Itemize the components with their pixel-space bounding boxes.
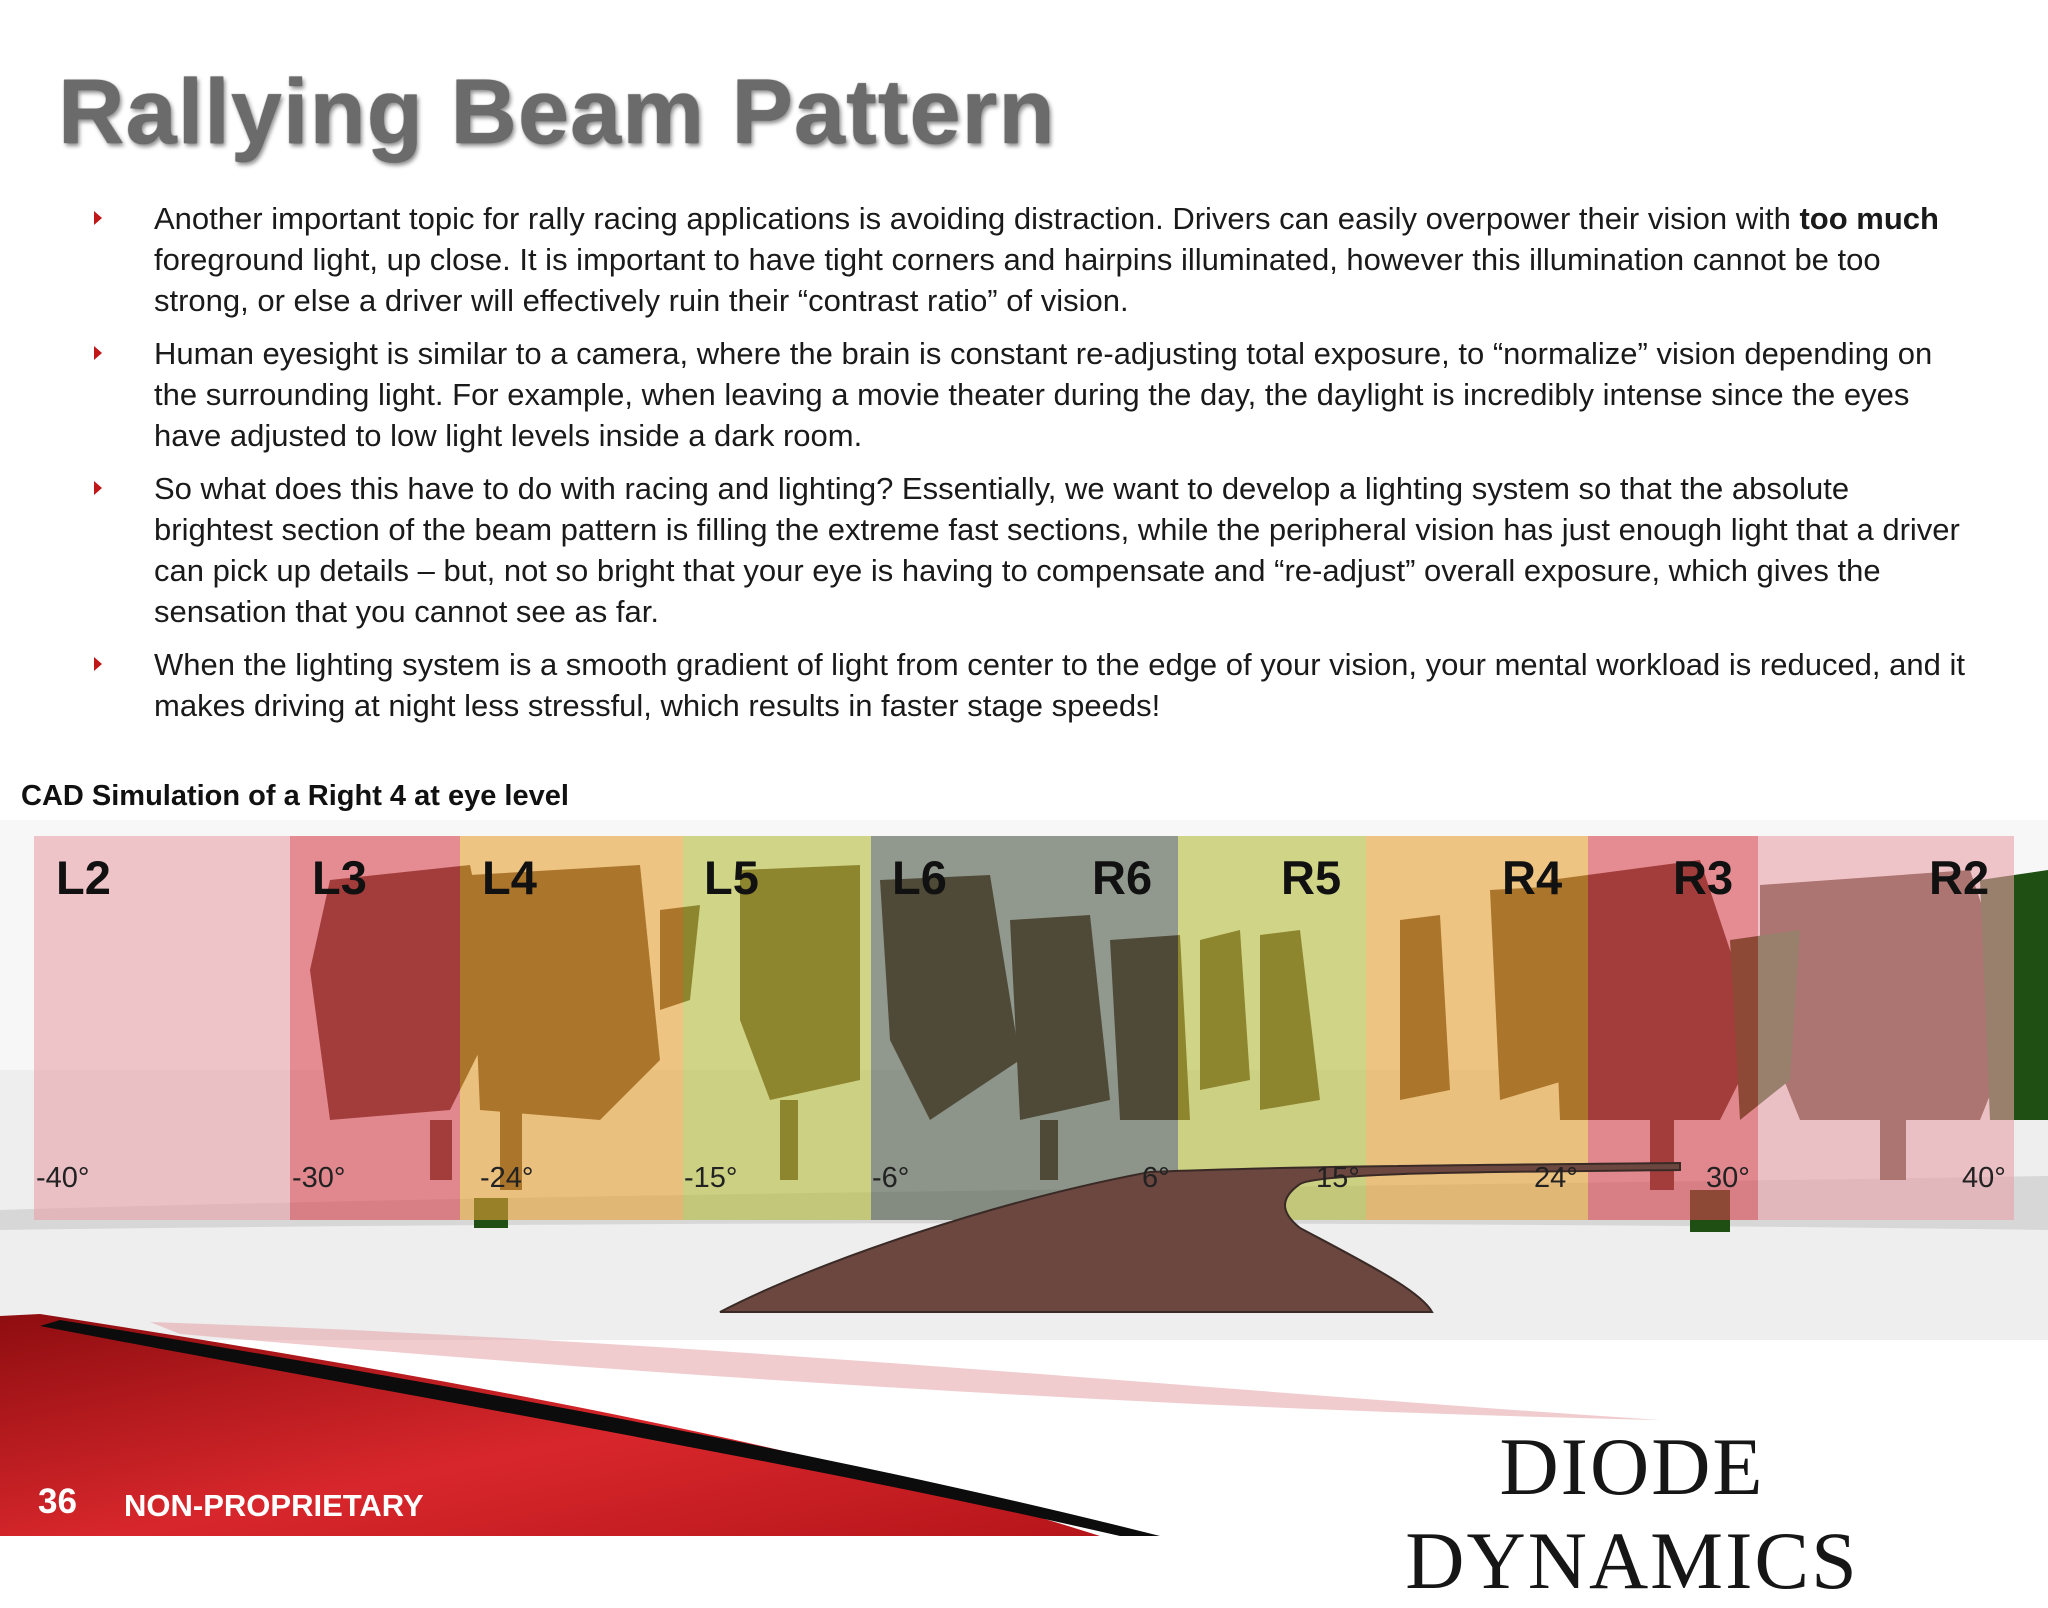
triangle-right-icon <box>94 346 102 360</box>
slide-title: Rallying Beam Pattern <box>58 61 1056 163</box>
page-number: 36 <box>38 1482 77 1521</box>
degree-label: 24° <box>1534 1162 1578 1194</box>
degree-label: -15° <box>684 1162 738 1194</box>
zone-label-l5: L5 <box>704 851 759 904</box>
bullet-item <box>94 468 1974 632</box>
degree-label: -40° <box>36 1162 90 1194</box>
triangle-right-icon <box>94 211 102 225</box>
degree-label: 6° <box>1142 1162 1170 1194</box>
degree-label: -6° <box>872 1162 910 1194</box>
footer-note: NON-PROPRIETARY <box>124 1488 424 1523</box>
triangle-right-icon <box>94 481 102 495</box>
zone-label-l3: L3 <box>312 851 367 904</box>
zone-label-r5: R5 <box>1281 851 1342 904</box>
bullet-text: So what does this have to do with racing and lighting? Essentially, we want to develop a lighting system so that the absolute brightest section of the beam pattern is filling the extreme fast sections, while the peripheral vision has just enough light that a driver can pick up details – but, not so bright that your eye is having to compensate and “re-adjust” overall exposure, which gives the sensation that you cannot see as far. <box>154 471 1960 629</box>
degree-label: 30° <box>1706 1162 1750 1194</box>
bullet-emphasis: too much <box>1799 201 1939 236</box>
bullet-list <box>94 198 1974 738</box>
zone-label-l6: L6 <box>892 851 947 904</box>
zone-label-l4: L4 <box>482 851 537 904</box>
diode-dynamics-logo: DIODE DYNAMICS <box>1405 1421 1859 1606</box>
bullet-item <box>94 198 1974 321</box>
zone-label-l2: L2 <box>56 851 111 904</box>
degree-label: 15° <box>1316 1162 1360 1194</box>
bullet-text-continued: foreground light, up close. It is important to have tight corners and hairpins illuminated, however this illumination cannot be too strong, or else a driver will effectively ruin their “contrast ratio” of vision. <box>154 242 1881 318</box>
degree-label: -30° <box>292 1162 346 1194</box>
bullet-text: When the lighting system is a smooth gradient of light from center to the edge of your vision, your mental workload is reduced, and it makes driving at night less stressful, which results in faster stage speeds! <box>154 647 1965 723</box>
triangle-right-icon <box>94 657 102 671</box>
beam-pattern-simulation <box>0 820 2048 1340</box>
bullet-item <box>94 333 1974 456</box>
zone-label-r6: R6 <box>1092 851 1153 904</box>
degree-label: 40° <box>1962 1162 2006 1194</box>
road-scene-image <box>0 820 2048 1340</box>
bullet-text: Human eyesight is similar to a camera, where the brain is constant re-adjusting total exposure, to “normalize” vision depending on the surrounding light. For example, when leaving a movie theater during the day, the daylight is incredibly intense since the eyes have adjusted to low light levels inside a dark room. <box>154 336 1933 453</box>
bullet-item <box>94 644 1974 726</box>
zone-label-r4: R4 <box>1502 851 1563 904</box>
bullet-text: Another important topic for rally racing applications is avoiding distraction. Drivers can easily overpower their vision with <box>154 201 1800 236</box>
degree-label: -24° <box>480 1162 534 1194</box>
zone-label-r3: R3 <box>1673 851 1734 904</box>
simulation-caption: CAD Simulation of a Right 4 at eye level <box>21 780 569 812</box>
zone-label-r2: R2 <box>1929 851 1990 904</box>
